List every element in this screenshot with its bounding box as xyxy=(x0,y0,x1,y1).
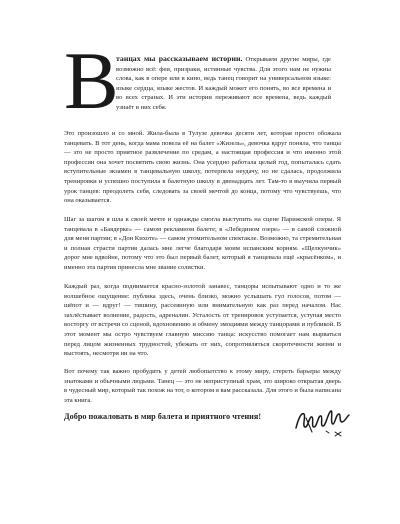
lead-text: Открываем другие миры, где возможно всё: феи, призраки, истинные чувства. Для этого нам не нужны слова, как в опере или в кино, ведь танец говорит на универсальном языке: языке сердца, языке жестов. И каждый может его понять, во все времена и во всех странах. И эти истории переживают все времена, ведь каждый узнаёт в них себя. xyxy=(116,56,331,111)
lead-bold-phrase: танцах мы рассказываем истории. xyxy=(116,54,243,63)
body-paragraph-1: Это произошло и со мной. Жила-была в Тулузе девочка десяти лет, которая просто обожала танцевать. В тот день, когда мама повела её на балет «Жизель», девочка вдруг поняла, что танцы — это не просто приятное развлечение по средам, а настоящая профессия и что именно этой профессии она хочет посвятить свою жизнь. Она усердно работала целый год, попыталась сдать вступительные экзамен в танцевальную школу, потерпела неудачу, но не сдалась, продолжила тренировки и успешно поступила в балетную школу в двенадцать лет. Там-то я выучила первый урок танцев: преодолеть себя, следовать за своей мечтой до конца, потому что чувствуешь, что она оказывается. xyxy=(64,130,341,205)
body-paragraph-4: Вот почему так важно пробудить у детей любопытство к этому миру, стереть барьеры между знатоками и обычными людьми. Танец — это не неприступный храм, это широко открытая дверь в чудесный мир, который так похож на тот, о котором я вам рассказала. Для этого и была написана эта книга. xyxy=(64,368,341,404)
body-paragraph-2: Шаг за шагом я шла к своей мечте и однажды смогла выступить на сцене Парижской оперы. Я танцевала в «Баядерке» — самом рекламном балете; в «Лебедином озере» — в самой сложной для меня партии; в «Дон Кихоте» — самом утомительном спектакле. Возможно, та стремительная и полная страсти партия далась мне легче благодаря моим испанским корням. «Щелкунчик» дорог мне вдвойне, потому что это был первый балет, который я танцевала ещё «крысёнком», и именно эта партия принесла мне звание солистки. xyxy=(64,216,341,271)
lead-paragraph xyxy=(116,54,331,113)
welcome-line: Добро пожаловать в мир балета и приятного чтения! xyxy=(64,412,262,421)
drop-cap-letter: В xyxy=(64,35,119,126)
body-paragraph-3: Каждый раз, когда поднимается красно-золотой занавес, танцоры испытывают одно и то же волшебное ощущение: публика здесь, очень близко, можно услышать гул голосов, потом — шёпот и — вдруг! — тишину, рассеянную или внимательную как раз перед началом. Нас захлёстывает волнение, радость, адреналин. Усталость от тренировок уступается, уступая место восторгу от встречи со сценой, вдохновению и обмену эмоциями между танцорами и публикой. В этот момент мы остро чувствуем главную миссию танца: искусство помогает нам вырваться перед лицом жизненных трудностей, убежать от них, сопротивляться скоротечности жизни и выстоять, несмотря ни на что. xyxy=(64,283,341,358)
author-signature xyxy=(292,398,352,440)
